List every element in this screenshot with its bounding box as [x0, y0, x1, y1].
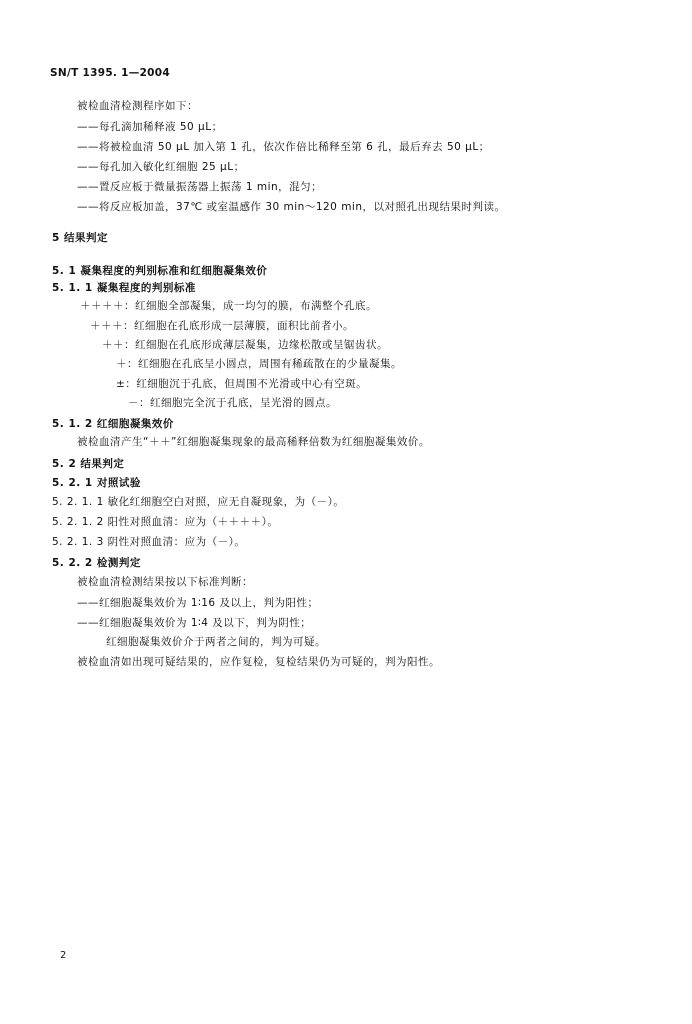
- procedure-step: ——每孔滴加稀释液 50 μL；: [77, 121, 223, 133]
- judgement-item: ——红细胞凝集效价为 1∶4 及以下，判为阴性；: [77, 617, 312, 629]
- clause: 5. 2. 1. 2 阳性对照血清：应为（＋＋＋＋）。: [52, 516, 279, 528]
- subsection-heading: 5. 1. 2 红细胞凝集效价: [52, 418, 174, 430]
- subsection-heading: 5. 2. 2 检测判定: [52, 557, 141, 569]
- subsection-heading: 5. 1 凝集程度的判别标准和红细胞凝集效价: [52, 265, 268, 277]
- closing-paragraph: 被检血清如出现可疑结果的，应作复检，复检结果仍为可疑的，判为阳性。: [77, 656, 440, 668]
- paragraph: 被检血清产生“＋＋”红细胞凝集现象的最高稀释倍数为红细胞凝集效价。: [77, 436, 430, 448]
- subsection-heading: 5. 1. 1 凝集程度的判别标准: [52, 282, 196, 294]
- procedure-step: ——每孔加入敏化红细胞 25 μL；: [77, 161, 245, 173]
- procedure-step: ——置反应板于微量振荡器上振荡 1 min，混匀；: [77, 181, 323, 193]
- page-number: 2: [60, 950, 67, 961]
- judgement-item: ——红细胞凝集效价为 1∶16 及以上，判为阳性；: [77, 597, 319, 609]
- subsection-heading: 5. 2 结果判定: [52, 458, 125, 470]
- paragraph: 被检血清检测结果按以下标准判断：: [77, 576, 253, 588]
- section-heading: 5 结果判定: [52, 232, 108, 244]
- criterion-item: ±：红细胞沉于孔底，但周围不光滑或中心有空斑。: [116, 378, 368, 390]
- clause: 5. 2. 1. 3 阴性对照血清：应为（－）。: [52, 536, 246, 548]
- subsection-heading: 5. 2. 1 对照试验: [52, 477, 141, 489]
- procedure-step: ——将反应板加盖，37℃ 或室温感作 30 min～120 min，以对照孔出现结果时判读。: [77, 201, 506, 213]
- criterion-item: ＋＋＋：红细胞在孔底形成一层薄膜，面积比前者小。: [90, 320, 354, 332]
- criterion-item: ＋＋＋＋：红细胞全部凝集，成一均匀的膜，布满整个孔底。: [80, 300, 377, 312]
- judgement-item: 红细胞凝集效价介于两者之间的，判为可疑。: [106, 636, 326, 648]
- procedure-step: ——将被检血清 50 μL 加入第 1 孔，依次作倍比稀释至第 6 孔，最后弃去 50 μL；: [77, 141, 490, 153]
- standard-number: SN/T 1395. 1—2004: [50, 67, 170, 79]
- criterion-item: ＋：红细胞在孔底呈小圆点，周围有稀疏散在的少量凝集。: [116, 358, 402, 370]
- criterion-item: ＋＋：红细胞在孔底形成薄层凝集，边缘松散或呈锯齿状。: [102, 339, 388, 351]
- clause: 5. 2. 1. 1 敏化红细胞空白对照，应无自凝现象，为（－）。: [52, 496, 345, 508]
- criterion-item: －：红细胞完全沉于孔底，呈光滑的圆点。: [128, 397, 337, 409]
- procedure-intro: 被检血清检测程序如下：: [77, 100, 198, 112]
